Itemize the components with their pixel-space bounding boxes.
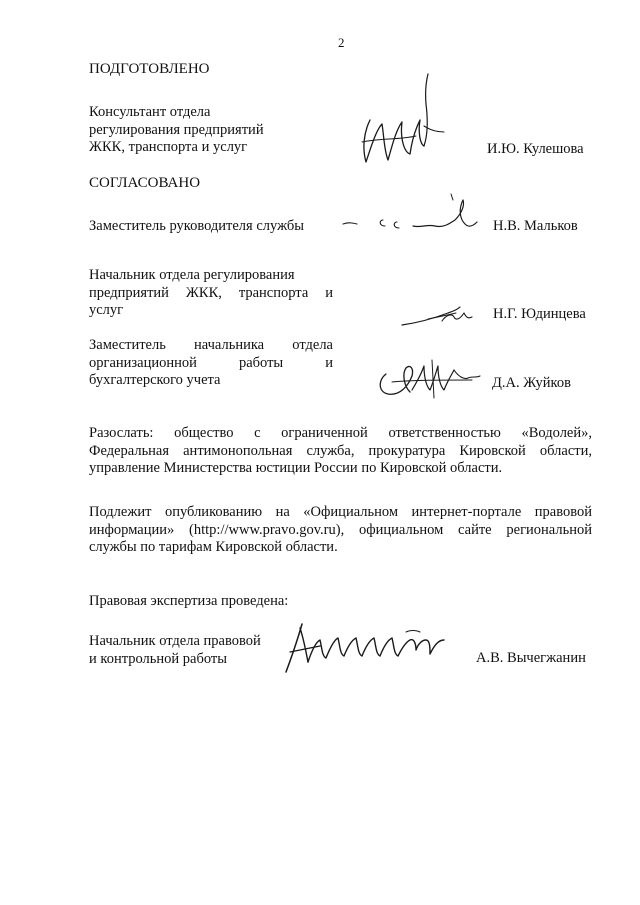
legal-review-statement: Правовая экспертиза проведена: [89, 593, 289, 609]
position-line: предприятий ЖКК, транспорта и [89, 284, 333, 301]
legal-review-position [89, 633, 261, 668]
prepared-heading: ПОДГОТОВЛЕНО [89, 61, 210, 77]
signer-name: Д.А. Жуйков [492, 375, 571, 391]
position-line: ЖКК, транспорта и услуг [89, 139, 248, 155]
signature-zhuikov [372, 350, 492, 405]
position-line: услуг [89, 302, 124, 318]
signer-position [89, 337, 333, 390]
signature-vychegzhanin [280, 618, 455, 678]
signer-name: Н.В. Мальков [493, 218, 578, 234]
paragraph-line: Разослать: общество с ограниченной ответственностью «Водолей», [89, 425, 592, 441]
signer-position [89, 267, 333, 320]
signer-name: Н.Г. Юдинцева [493, 306, 586, 322]
signature-yudintseva [398, 297, 478, 337]
paragraph-line: службы по тарифам Кировской области. [89, 539, 338, 555]
position-line: организационной работы и [89, 354, 333, 371]
position-line: Заместитель начальника отдела [89, 337, 333, 353]
prepared-position [89, 104, 264, 157]
prepared-signer-name: И.Ю. Кулешова [487, 141, 584, 157]
paragraph-line: информации» (http://www.pravo.gov.ru), официальном сайте региональной [89, 521, 592, 538]
distribution-paragraph [89, 425, 592, 478]
publication-paragraph [89, 504, 592, 557]
agreed-heading: СОГЛАСОВАНО [89, 175, 201, 191]
signature-kuleshova [340, 70, 450, 175]
paragraph-line: Федеральная антимонопольная служба, прокуратура Кировской области, [89, 442, 592, 459]
position-line: Начальник отдела регулирования [89, 267, 295, 283]
signature-malkov [335, 190, 485, 240]
position-line: регулирования предприятий [89, 121, 264, 138]
page-number: 2 [338, 35, 345, 50]
paragraph-line: Подлежит опубликованию на «Официальном интернет-портале правовой [89, 504, 592, 520]
legal-review-signer-name: А.В. Вычегжанин [476, 650, 586, 666]
position-line: Консультант отдела [89, 104, 211, 120]
paragraph-line: управление Министерства юстиции России по Кировской области. [89, 460, 503, 476]
signer-position: Заместитель руководителя службы [89, 218, 305, 234]
position-line: бухгалтерского учета [89, 372, 221, 388]
position-line: и контрольной работы [89, 650, 227, 667]
position-line: Начальник отдела правовой [89, 633, 261, 649]
